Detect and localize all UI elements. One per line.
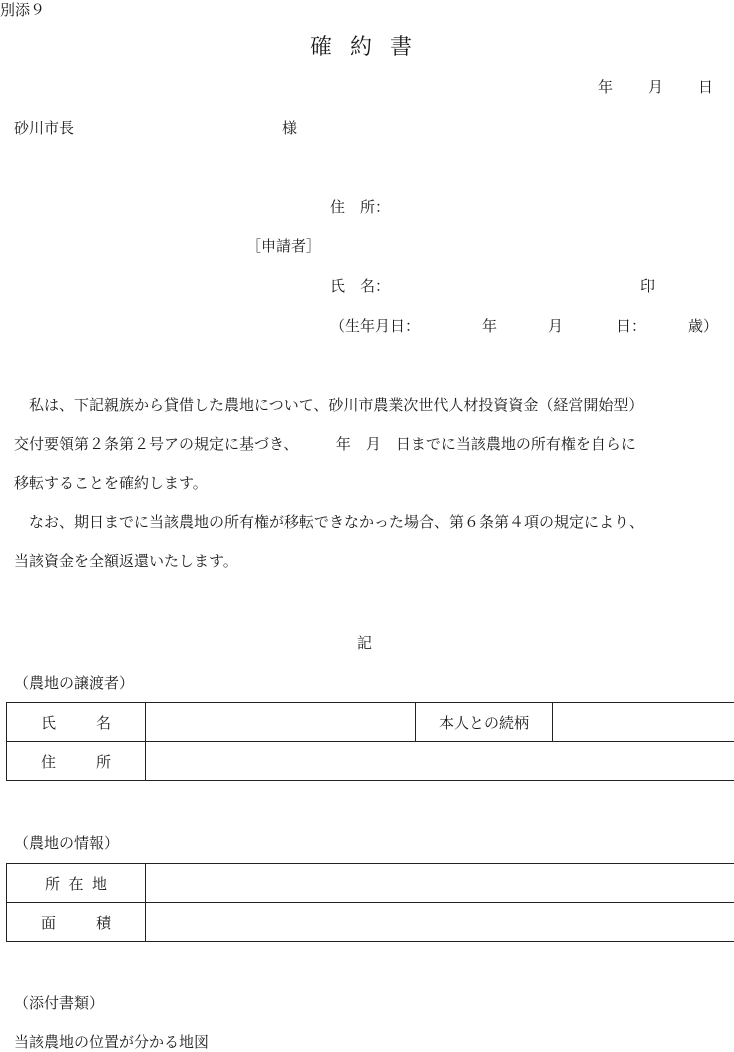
body-text [14, 386, 720, 581]
body-para1-line2: 交付要領第２条第２号アの規定に基づき、 年 月 日までに当該農地の所有権を自らに [14, 435, 636, 453]
land-location-label: 所在地 [45, 874, 107, 893]
table-row [7, 864, 734, 903]
birth-day: 日： [616, 317, 647, 335]
transferor-address-field[interactable] [146, 742, 734, 781]
table-row [7, 703, 734, 742]
record-heading: 記 [357, 634, 373, 652]
transferor-name-field[interactable] [146, 703, 416, 742]
attachment-item: 当該農地の位置が分かる地図 [14, 1033, 210, 1051]
body-para1-line3: 移転することを確約します。 [14, 474, 208, 492]
date-month: 月 [648, 78, 664, 96]
body-para1-line1: 私は、下記親族から貸借した農地について、砂川市農業次世代人材投資資金（経営開始型） [29, 396, 644, 414]
age-label: 歳） [688, 317, 719, 335]
transferor-name-label-cell [7, 703, 146, 742]
land-area-label: 面積 [41, 913, 111, 932]
applicant-name-label: 氏 名： [330, 277, 391, 295]
birth-date-label: （生年月日： [330, 317, 421, 335]
addressee-name: 砂川市長 [14, 119, 75, 137]
body-para2-line2: 当該資金を全額返還いたします。 [14, 552, 238, 570]
table-row [7, 742, 734, 781]
birth-year: 年 [482, 317, 498, 335]
table-row [7, 903, 734, 942]
document-title: 確約書 [310, 35, 431, 60]
addressee-honorific: 様 [282, 119, 298, 137]
transferor-relation-label: 本人との続柄 [416, 703, 553, 742]
applicant-address-label: 住 所： [330, 198, 391, 216]
transferor-relation-field[interactable] [553, 703, 734, 742]
land-area-label-cell [7, 903, 146, 942]
attachment-label: 別添９ [0, 1, 46, 19]
date-day: 日 [698, 78, 714, 96]
land-location-field[interactable] [146, 864, 734, 903]
transferor-name-label: 氏名 [41, 713, 111, 732]
applicant-role-label: ［申請者］ [246, 237, 322, 255]
attachments-heading: （添付書類） [14, 994, 105, 1012]
transferor-heading: （農地の譲渡者） [14, 674, 135, 692]
land-info-table [6, 863, 734, 942]
body-para2-line1: なお、期日までに当該農地の所有権が移転できなかった場合、第６条第４項の規定により、 [29, 513, 645, 531]
date-year: 年 [598, 78, 614, 96]
transferor-table [6, 702, 734, 781]
land-info-heading: （農地の情報） [14, 834, 120, 852]
land-area-field[interactable] [146, 903, 734, 942]
birth-month: 月 [548, 317, 564, 335]
land-location-label-cell [7, 864, 146, 903]
seal-mark: 印 [640, 277, 656, 295]
transferor-address-label: 住所 [41, 752, 111, 771]
transferor-address-label-cell [7, 742, 146, 781]
